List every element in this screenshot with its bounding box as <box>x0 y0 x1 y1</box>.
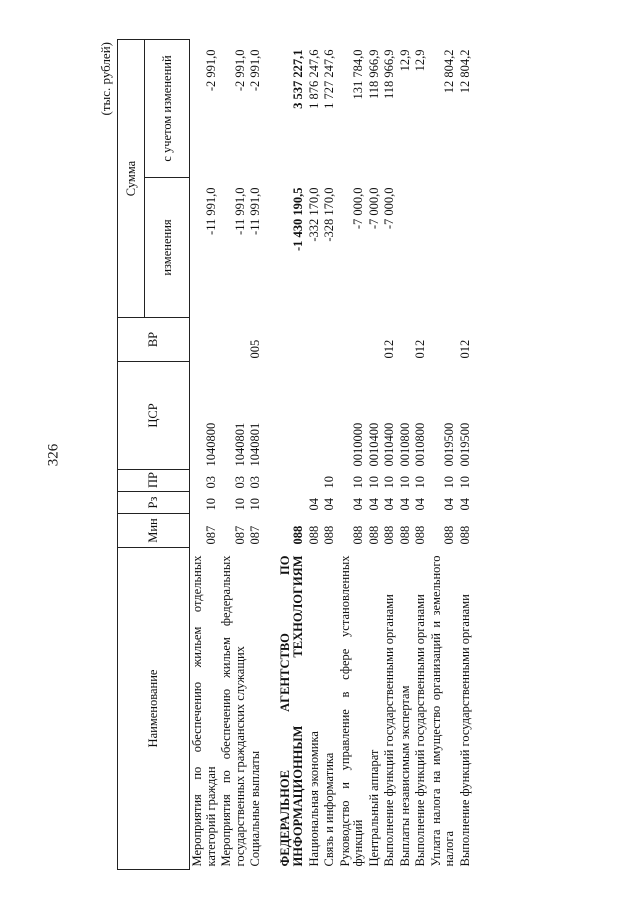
row-total: 1 727 247,6 <box>322 49 336 109</box>
row-vr <box>338 318 367 362</box>
table-header <box>118 40 190 870</box>
row-name: Выполнение функций государственными органами <box>413 594 427 867</box>
row-pr: 10 <box>366 476 381 489</box>
row-vr: 012 <box>457 339 472 359</box>
row-name: Мероприятия по обеспечению жильем федеральных государственных гражданских служащих <box>219 555 247 867</box>
row-csr: 1040800 <box>203 422 218 467</box>
row-change: -11 991,0 <box>232 187 247 235</box>
row-vr <box>190 318 220 362</box>
row-total: -2 991,0 <box>248 49 262 92</box>
table-row <box>190 40 220 870</box>
header-vr: ВР <box>118 318 190 362</box>
row-change: -7 000,0 <box>351 187 365 230</box>
row-pr: 10 <box>442 476 456 489</box>
table-row <box>429 40 458 870</box>
row-min: 087 <box>232 525 247 545</box>
row-total: 12,9 <box>413 49 427 72</box>
header-sum: Сумма <box>118 40 145 318</box>
row-csr: 0010000 <box>351 422 365 467</box>
row-csr: 0010800 <box>413 422 427 467</box>
row-vr <box>219 318 248 362</box>
table-row <box>278 40 307 870</box>
row-csr: 0019500 <box>442 422 456 467</box>
row-rz: 10 <box>203 498 218 511</box>
row-vr <box>278 318 307 362</box>
row-vr: 012 <box>382 339 396 359</box>
table-row <box>338 40 367 870</box>
budget-table-sheet <box>95 40 615 870</box>
row-csr: 0010400 <box>382 422 396 467</box>
row-pr: 10 <box>413 476 427 489</box>
row-change: -332 170,0 <box>306 187 321 242</box>
row-csr <box>322 362 338 470</box>
header-name: Наименование <box>118 548 190 870</box>
row-rz: 04 <box>442 498 456 511</box>
table-row <box>248 40 264 870</box>
row-total: -2 991,0 <box>232 49 247 92</box>
row-pr: 03 <box>232 476 247 489</box>
budget-table <box>117 39 473 870</box>
row-csr <box>278 362 307 470</box>
row-pr: 03 <box>248 476 262 489</box>
table-row <box>307 40 323 870</box>
row-name: Мероприятия по обеспечению жильем отдельных категорий граждан <box>190 555 218 867</box>
row-name: Выполнение функций государственными органами <box>382 594 396 867</box>
row-min: 088 <box>397 525 412 545</box>
table-row <box>219 40 248 870</box>
table-row <box>413 40 429 870</box>
row-rz: 04 <box>306 498 321 511</box>
row-pr: 10 <box>382 476 396 489</box>
row-total: 12 804,2 <box>457 49 472 94</box>
row-min: 088 <box>306 525 321 545</box>
row-total: 131 784,0 <box>351 49 365 100</box>
row-csr: 0019500 <box>457 422 472 467</box>
row-pr: 10 <box>397 476 412 489</box>
table-row <box>367 40 383 870</box>
row-pr: 10 <box>457 476 472 489</box>
row-rz: 04 <box>397 498 412 511</box>
table-row <box>382 40 398 870</box>
row-min: 088 <box>457 525 472 545</box>
row-total: 118 966,9 <box>366 49 381 100</box>
row-rz: 10 <box>232 498 247 511</box>
row-name: Руководство и управление в сфере установленных функций <box>337 555 365 867</box>
row-change: -11 991,0 <box>248 187 262 235</box>
header-rz: Рз <box>118 492 190 514</box>
table-body <box>190 40 474 870</box>
row-change <box>398 178 414 318</box>
row-rz: 10 <box>248 498 262 511</box>
row-csr: 0010400 <box>366 422 381 467</box>
row-change: -7 000,0 <box>382 187 396 230</box>
row-total: -2 991,0 <box>203 49 218 92</box>
row-total: 12,9 <box>397 49 412 72</box>
row-change: -11 991,0 <box>203 187 218 235</box>
header-with-changes: с учетом изменений <box>145 40 190 178</box>
row-min: 088 <box>322 525 336 545</box>
row-min: 088 <box>413 525 427 545</box>
table-row <box>458 40 474 870</box>
row-name: Уплата налога на имущество организаций и земельного налога <box>428 555 456 867</box>
row-pr: 10 <box>322 476 336 489</box>
row-vr <box>398 318 414 362</box>
row-pr <box>307 470 323 492</box>
row-name: Социальные выплаты <box>248 750 262 867</box>
row-csr: 1040801 <box>248 422 262 467</box>
row-vr <box>367 318 383 362</box>
row-min: 087 <box>248 525 262 545</box>
table-row <box>322 40 338 870</box>
header-min: Мин <box>118 514 190 548</box>
row-name: ФЕДЕРАЛЬНОЕ АГЕНТСТВО ПО ИНФОРМАЦИОННЫМ ТЕХНОЛОГИЯМ <box>277 555 305 867</box>
row-name: Связь и информатика <box>322 752 336 867</box>
row-min: 088 <box>366 525 381 545</box>
page-number: 326 <box>45 443 62 467</box>
row-min: 088 <box>382 525 396 545</box>
row-name: Выполнение функций государственными органами <box>457 594 472 867</box>
row-vr <box>307 318 323 362</box>
row-name: Выплаты независимым экспертам <box>397 685 412 867</box>
row-rz: 04 <box>413 498 427 511</box>
row-csr: 0010800 <box>397 422 412 467</box>
row-rz: 04 <box>382 498 396 511</box>
row-rz <box>278 492 307 514</box>
header-change: изменения <box>145 178 190 318</box>
row-change: -328 170,0 <box>322 187 336 242</box>
row-vr <box>429 318 458 362</box>
row-pr: 03 <box>203 476 218 489</box>
header-pr: ПР <box>118 470 190 492</box>
row-name: Центральный аппарат <box>366 749 381 867</box>
row-change <box>413 178 429 318</box>
row-min: 087 <box>203 525 218 545</box>
header-csr: ЦСР <box>118 362 190 470</box>
row-spacer <box>264 40 278 870</box>
row-pr: 10 <box>351 476 365 489</box>
row-min: 088 <box>442 525 456 545</box>
row-csr: 1040801 <box>232 422 247 467</box>
row-vr: 012 <box>413 339 427 359</box>
row-pr <box>278 470 307 492</box>
row-vr: 005 <box>248 339 262 359</box>
row-csr <box>307 362 323 470</box>
row-total: 118 966,9 <box>382 49 396 100</box>
row-rz: 04 <box>366 498 381 511</box>
row-change <box>458 178 474 318</box>
row-min: 088 <box>291 525 305 545</box>
row-change: -7 000,0 <box>366 187 381 230</box>
row-rz: 04 <box>351 498 365 511</box>
row-vr <box>322 318 338 362</box>
row-min: 088 <box>351 525 365 545</box>
table-row <box>398 40 414 870</box>
row-total: 3 537 227,1 <box>291 49 305 109</box>
row-change <box>429 178 458 318</box>
row-change: -1 430 190,5 <box>291 187 305 252</box>
row-rz: 04 <box>457 498 472 511</box>
row-total: 12 804,2 <box>442 49 456 94</box>
row-rz: 04 <box>322 498 336 511</box>
row-total: 1 876 247,6 <box>306 49 321 109</box>
row-name: Национальная экономика <box>306 731 321 867</box>
units-label: (тыс. рублей) <box>98 42 113 116</box>
